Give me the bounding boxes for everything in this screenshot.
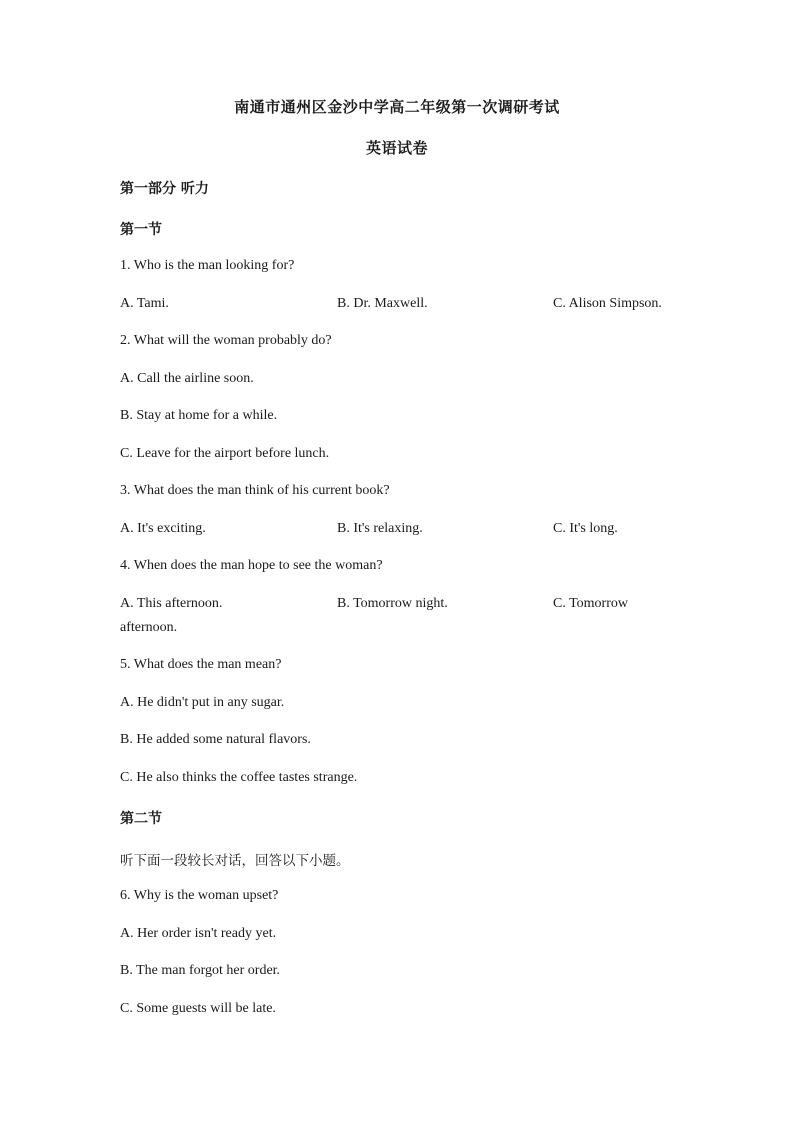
question-2-option-b: B. Stay at home for a while.: [120, 408, 278, 423]
question-4-option-c: C. Tomorrow: [553, 596, 628, 611]
question-6-option-b: B. The man forgot her order.: [120, 963, 281, 978]
question-4-stem: 4. When does the man hope to see the woman?: [120, 558, 383, 573]
question-3-option-b: B. It's relaxing.: [337, 521, 423, 536]
question-5-option-b: B. He added some natural flavors.: [120, 732, 311, 747]
question-2-option-a: A. Call the airline soon.: [120, 371, 254, 386]
question-1-option-a: A. Tami.: [120, 296, 169, 311]
question-5-option-c: C. He also thinks the coffee tastes strange.: [120, 770, 358, 785]
question-1-option-c: C. Alison Simpson.: [553, 296, 662, 311]
question-4-option-b: B. Tomorrow night.: [337, 596, 448, 611]
question-3-option-a: A. It's exciting.: [120, 521, 206, 536]
question-1-stem: 1. Who is the man looking for?: [120, 258, 295, 273]
question-6-option-a: A. Her order isn't ready yet.: [120, 926, 277, 941]
question-5-option-a: A. He didn't put in any sugar.: [120, 695, 285, 710]
question-5-stem: 5. What does the man mean?: [120, 657, 282, 672]
question-4-option-a: A. This afternoon.: [120, 596, 223, 611]
question-3-option-c: C. It's long.: [553, 521, 618, 536]
question-6-stem: 6. Why is the woman upset?: [120, 888, 279, 903]
exam-title: 南通市通州区金沙中学高二年级第一次调研考试: [234, 98, 560, 116]
section1-heading: 第一节: [120, 222, 162, 238]
section2-instruction: 听下面一段较长对话，回答以下小题。: [120, 853, 350, 869]
question-3-stem: 3. What does the man think of his current book?: [120, 483, 390, 498]
exam-subtitle: 英语试卷: [365, 139, 428, 157]
question-2-stem: 2. What will the woman probably do?: [120, 333, 332, 348]
question-6-option-c: C. Some guests will be late.: [120, 1001, 276, 1016]
question-4-option-c-wrap: afternoon.: [120, 620, 178, 635]
question-1-option-b: B. Dr. Maxwell.: [337, 296, 428, 311]
question-2-option-c: C. Leave for the airport before lunch.: [120, 446, 330, 461]
section2-heading: 第二节: [120, 811, 162, 827]
part1-heading: 第一部分 听力: [120, 181, 209, 197]
